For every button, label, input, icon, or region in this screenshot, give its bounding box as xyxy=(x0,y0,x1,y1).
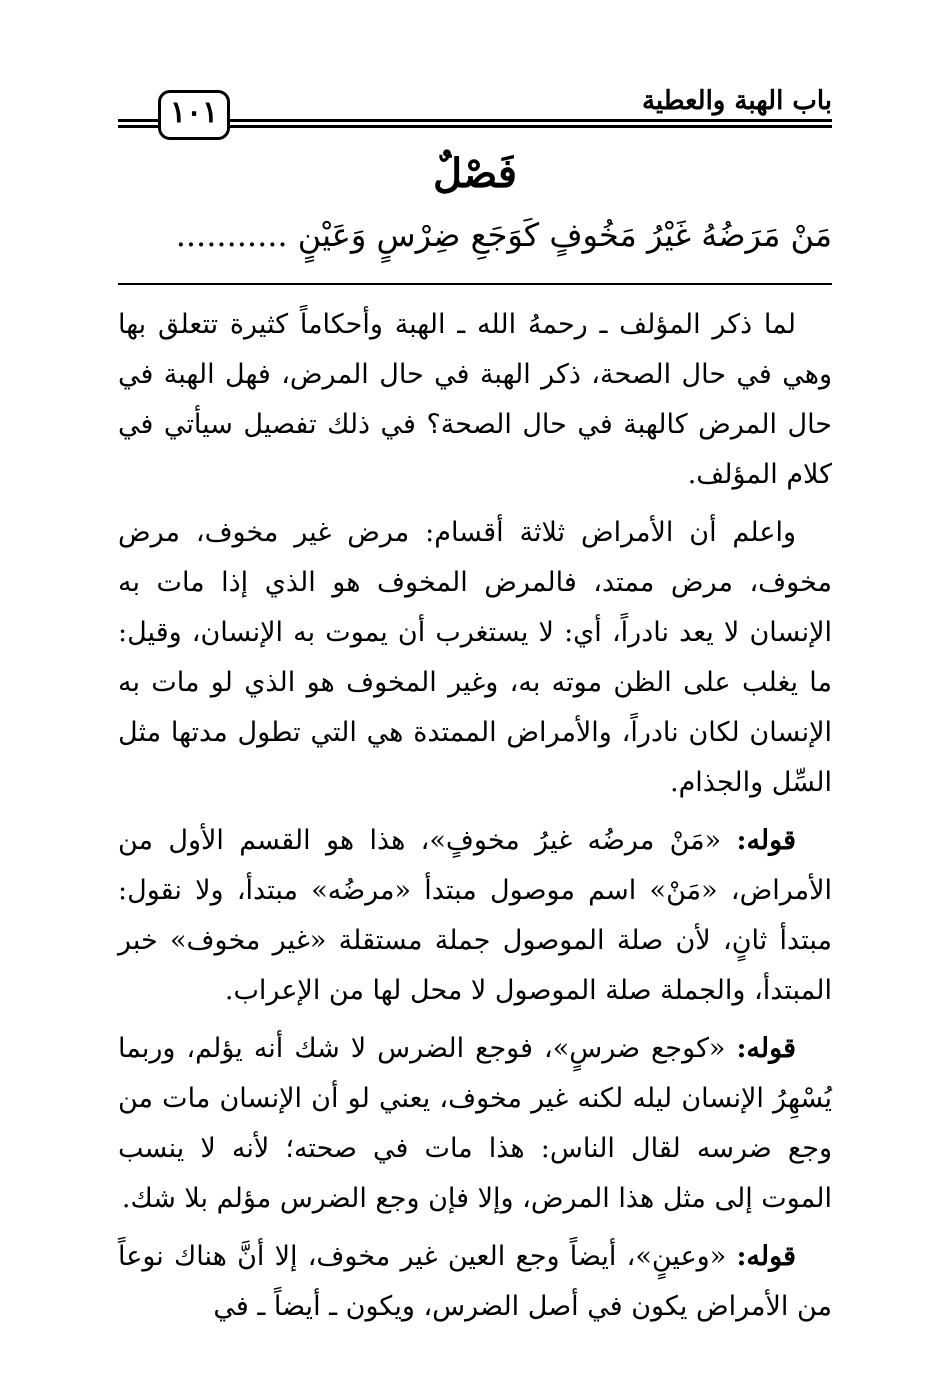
running-header-title: باب الهبة والعطية xyxy=(641,86,832,116)
matn-divider xyxy=(118,283,832,285)
paragraph-text: «مَنْ مرضُه غيرُ مخوفٍ»، هذا هو القسم الأول من الأمراض، «مَنْ» اسم موصول مبتدأ «مرضُه» مبتدأ، ولا نقول: مبتدأ ثانٍ، لأن صلة الموصول جملة مستقلة «غير مخوف» خبر المبتدأ، والجملة صلة الموصول لا محل لها من الإعراب. xyxy=(118,825,832,1006)
matn-text: مَنْ مَرَضُهُ غَيْرُ مَخُوفٍ كَوَجَعِ ضِرْسٍ وَعَيْنٍ ........... xyxy=(175,216,832,254)
running-header xyxy=(118,86,832,130)
paragraph-text: «كوجع ضرسٍ»، فوجع الضرس لا شك أنه يؤلم، وربما يُسْهِرُ الإنسان ليله لكنه غير مخوف، يعني لو أن الإنسان مات من وجع ضرسه لقال الناس: هذا مات في صحته؛ لأنه لا ينسب الموت إلى مثل هذا المرض، وإلا فإن وجع الضرس مؤلم بلا شك. xyxy=(118,1033,832,1214)
paragraph-text: واعلم أن الأمراض ثلاثة أقسام: مرض غير مخوف، مرض مخوف، مرض ممتد، فالمرض المخوف هو الذي إذا مات به الإنسان لا يعد نادراً، أي: لا يستغرب أن يموت به الإنسان، وقيل: ما يغلب على الظن موته به، وغير المخوف هو الذي لو مات به الإنسان لكان نادراً، والأمراض الممتدة هي التي تطول مدتها مثل السِّل والجذام. xyxy=(118,517,832,798)
paragraph xyxy=(118,816,832,1016)
paragraph-lead: قوله: xyxy=(736,825,797,856)
paragraph xyxy=(118,300,832,500)
body-text xyxy=(118,300,832,1340)
paragraph-text: «وعينٍ»، أيضاً وجع العين غير مخوف، إلا أنَّ هناك نوعاً من الأمراض يكون في أصل الضرس، ويكون ـ أيضاً ـ في xyxy=(118,1241,832,1322)
paragraph-lead: قوله: xyxy=(736,1241,796,1272)
section-heading: فَصْلٌ xyxy=(432,150,518,197)
page-number: ١٠١ xyxy=(158,90,230,140)
paragraph xyxy=(118,1232,832,1332)
paragraph xyxy=(118,508,832,808)
paragraph xyxy=(118,1024,832,1224)
paragraph-lead: قوله: xyxy=(736,1033,796,1064)
paragraph-text: لما ذكر المؤلف ـ رحمهُ الله ـ الهبة وأحكاماً كثيرة تتعلق بها وهي في حال الصحة، ذكر الهبة في حال المرض، فهل الهبة في حال المرض كالهبة في حال الصحة؟ في ذلك تفصيل سيأتي في كلام المؤلف. xyxy=(118,309,832,490)
